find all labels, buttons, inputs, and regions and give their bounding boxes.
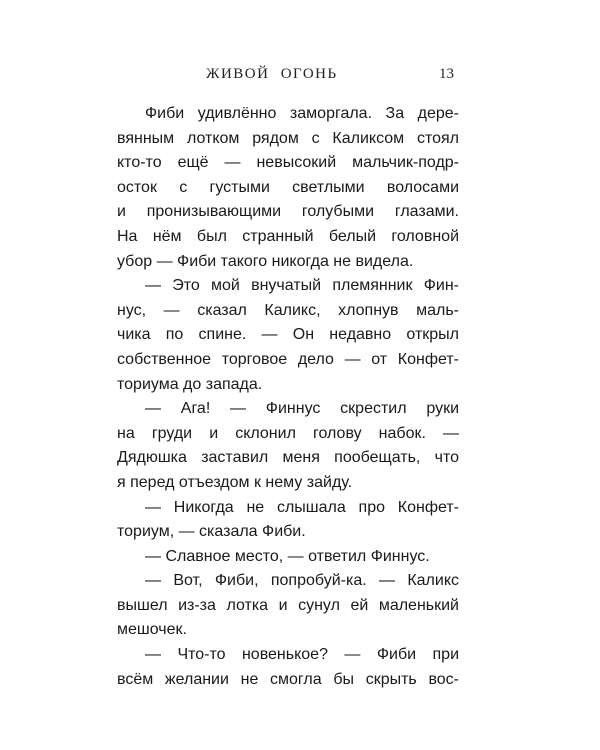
text-line: чика по спине. — Он недавно открыл — [117, 326, 459, 344]
text-line: ториум, — сказала Фиби. — [117, 523, 306, 541]
text-line: всём желании не смогла бы скрыть вос- — [117, 670, 459, 688]
text-line: собственное торговое дело — от Конфет- — [117, 350, 459, 368]
text-line: — Вот, Фиби, попробуй-ка. — Каликс — [145, 572, 459, 590]
running-title: ЖИВОЙ ОГОНЬ — [206, 66, 338, 82]
text-line: кто-то ещё — невысокий мальчик-подр- — [117, 154, 459, 172]
text-line: вышел из-за лотка и сунул ей маленький — [117, 596, 459, 614]
text-line: я перед отъездом к нему зайду. — [117, 473, 353, 491]
body-text — [117, 102, 459, 692]
text-line: Дядюшка заставил меня пообещать, что — [117, 449, 459, 467]
text-line: мешочек. — [117, 621, 187, 639]
text-line: осток с густыми светлыми волосами — [117, 178, 459, 196]
page-number: 13 — [439, 66, 454, 82]
text-line: ториума до запада. — [117, 375, 263, 393]
text-line: убор — Фиби такого никогда не видела. — [117, 252, 414, 270]
text-line: нус, — сказал Каликс, хлопнув маль- — [117, 301, 459, 319]
text-line: вянным лотком рядом с Каликсом стоял — [117, 129, 459, 147]
running-head — [0, 66, 600, 86]
text-line: На нём был странный белый головной — [117, 227, 459, 245]
text-line: — Никогда не слышала про Конфет- — [145, 498, 459, 516]
text-line: — Это мой внучатый племянник Фин- — [145, 277, 459, 295]
text-line: и пронизывающими голубыми глазами. — [117, 203, 459, 221]
text-line: Фиби удивлённо заморгала. За дере- — [145, 105, 459, 122]
text-line: на груди и склонил голову набок. — — [117, 424, 459, 442]
text-line: — Ага! — Финнус скрестил руки — [145, 400, 459, 418]
text-line: — Славное место, — ответил Финнус. — [145, 547, 430, 565]
text-line: — Что-то новенькое? — Фиби при — [145, 646, 459, 664]
